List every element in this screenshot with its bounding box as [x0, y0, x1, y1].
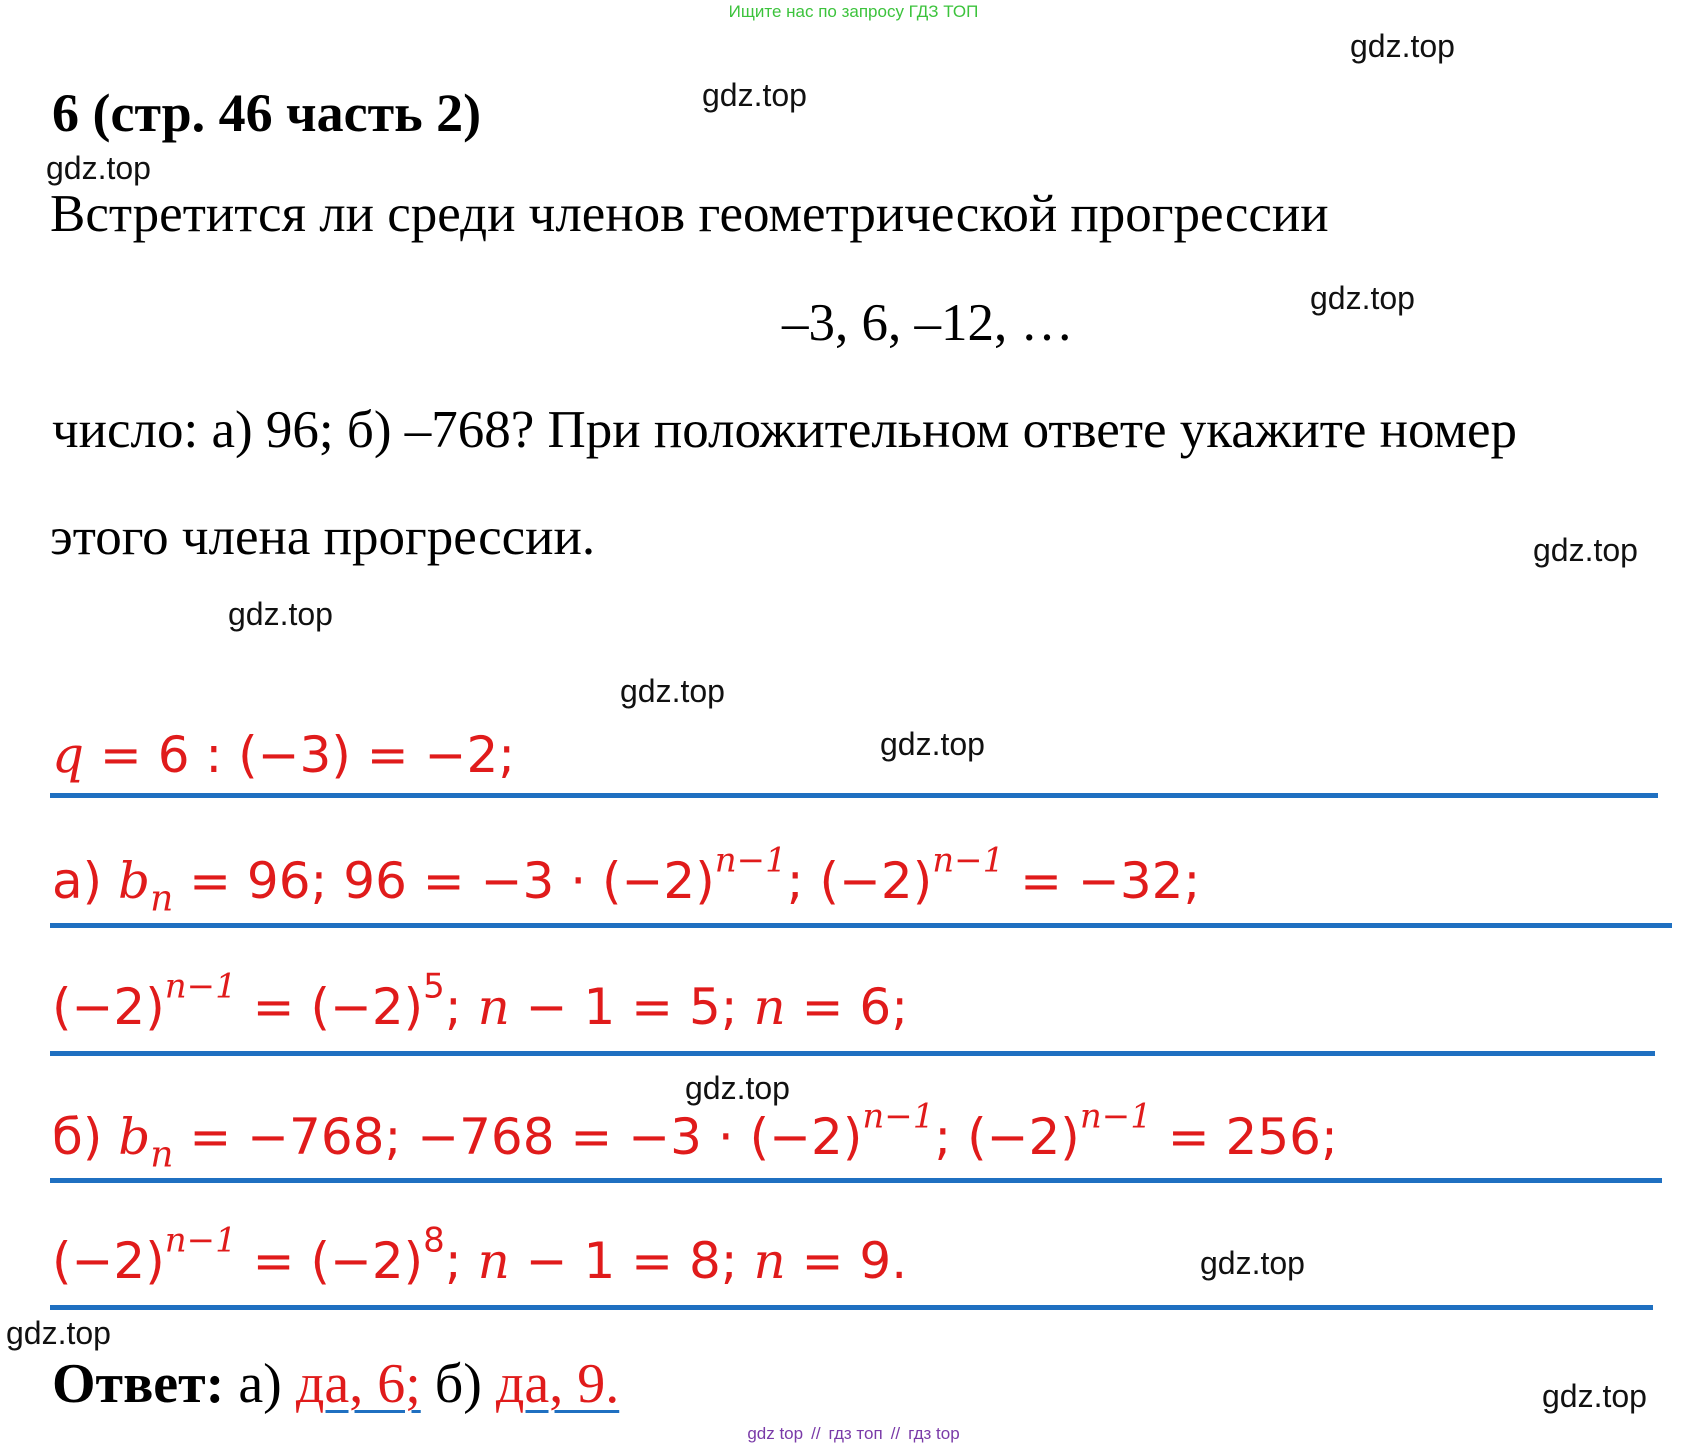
var-n: n	[477, 1232, 510, 1290]
solution-line-3	[52, 966, 909, 1036]
solution-text: (−2)	[52, 978, 165, 1036]
solution-text: = 6 : (−3) = −2;	[84, 726, 516, 784]
var-b: b	[118, 1108, 151, 1166]
solution-text: = 256;	[1151, 1108, 1338, 1166]
var-n: n	[477, 978, 510, 1036]
watermark: gdz.top	[1350, 28, 1455, 64]
watermark: gdz.top	[702, 77, 807, 113]
answer-part-b-prefix: б)	[420, 1353, 496, 1415]
var-n: n	[753, 1232, 786, 1290]
search-banner: Ищите нас по запросу ГДЗ ТОП	[728, 2, 979, 21]
subscript-n: n	[150, 1134, 174, 1176]
solution-text: = (−2)	[236, 1232, 424, 1290]
footer-separator: //	[811, 1424, 821, 1443]
exponent: 5	[423, 966, 445, 1007]
solution-text: б)	[52, 1108, 119, 1166]
solution-text: = −32;	[1004, 852, 1201, 910]
answer-part-b-value: да, 9.	[495, 1353, 620, 1415]
rule-line	[50, 1178, 1662, 1183]
watermark: gdz.top	[1200, 1245, 1305, 1281]
task-line-2: число: а) 96; б) –768? При положительном ответе укажите номер	[52, 401, 1518, 459]
footer-banner	[0, 1424, 1707, 1444]
solution-text: = 96; 96 = −3 · (−2)	[173, 852, 715, 910]
solution-line-5	[52, 1220, 908, 1290]
solution-text: ; (−2)	[934, 1108, 1080, 1166]
solution-text: = 9.	[785, 1232, 908, 1290]
exponent: n−1	[164, 966, 237, 1007]
footer-link[interactable]: гдз top	[908, 1424, 960, 1443]
exponent: n−1	[714, 840, 787, 881]
var-q: q	[52, 726, 85, 784]
answer-part-a-prefix: а)	[224, 1353, 296, 1415]
footer-link[interactable]: gdz top	[747, 1424, 804, 1443]
solution-line-4	[52, 1096, 1338, 1176]
solution-line-1	[52, 726, 515, 784]
solution-text: ;	[444, 1232, 478, 1290]
solution-text: = (−2)	[236, 978, 424, 1036]
watermark: gdz.top	[46, 150, 151, 186]
exponent: 8	[423, 1220, 445, 1261]
footer-link[interactable]: гдз топ	[828, 1424, 883, 1443]
solution-text: − 1 = 5;	[509, 978, 754, 1036]
var-n: n	[753, 978, 786, 1036]
task-sequence: –3, 6, –12, …	[782, 294, 1074, 352]
answer-line	[52, 1352, 619, 1416]
watermark: gdz.top	[685, 1070, 790, 1106]
solution-text: − 1 = 8;	[509, 1232, 754, 1290]
watermark: gdz.top	[6, 1315, 111, 1351]
exponent: n−1	[164, 1220, 237, 1261]
task-line-1: Встретится ли среди членов геометрической прогрессии	[50, 185, 1329, 243]
solution-text: (−2)	[52, 1232, 165, 1290]
watermark: gdz.top	[228, 596, 333, 632]
solution-text: = −768; −768 = −3 · (−2)	[173, 1108, 863, 1166]
solution-line-2	[52, 840, 1201, 920]
footer-separator: //	[890, 1424, 901, 1443]
solution-text: ; (−2)	[786, 852, 933, 910]
watermark: gdz.top	[620, 673, 725, 709]
var-b: b	[118, 852, 151, 910]
watermark: gdz.top	[1310, 280, 1415, 316]
solution-text: а)	[52, 852, 119, 910]
watermark: gdz.top	[1542, 1378, 1647, 1414]
exponent: n−1	[862, 1096, 935, 1137]
exponent: n−1	[932, 840, 1005, 881]
task-line-3: этого члена прогрессии.	[50, 508, 596, 566]
solution-text: ;	[444, 978, 478, 1036]
subscript-n: n	[150, 878, 174, 920]
rule-line	[50, 1051, 1655, 1056]
watermark: gdz.top	[1533, 532, 1638, 568]
exponent: n−1	[1079, 1096, 1152, 1137]
page-title: 6 (стр. 46 часть 2)	[52, 83, 482, 143]
watermark: gdz.top	[880, 726, 985, 762]
solution-text: = 6;	[785, 978, 909, 1036]
rule-line	[50, 1305, 1653, 1310]
answer-label: Ответ:	[52, 1353, 225, 1415]
rule-line	[50, 793, 1658, 798]
rule-line	[50, 923, 1672, 928]
answer-part-a-value: да, 6;	[295, 1353, 421, 1415]
